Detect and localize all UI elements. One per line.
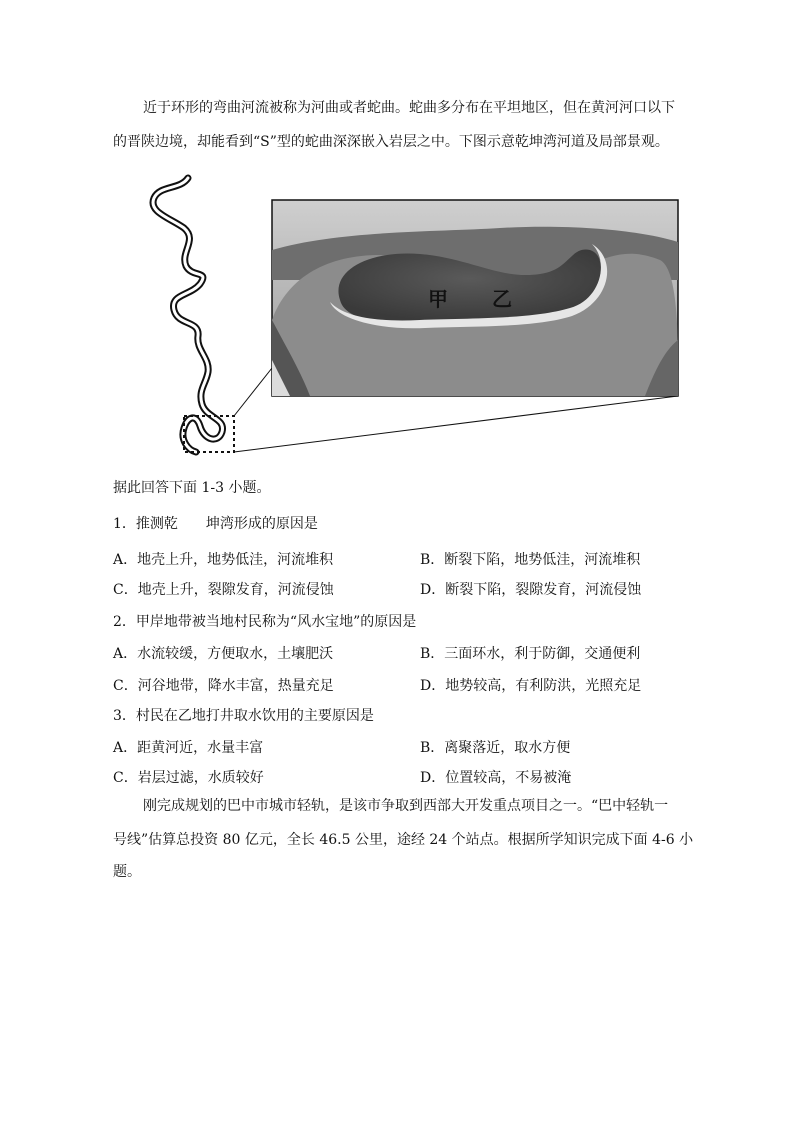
river-course-map (153, 178, 223, 452)
q2-option-a: A．水流较缓，方便取水，土壤肥沃 (113, 646, 334, 662)
q2-option-c: C．河谷地带，降水丰富，热量充足 (113, 678, 334, 694)
landscape-photo (272, 200, 678, 396)
q1-option-c: C．地壳上升，裂隙发育，河流侵蚀 (113, 582, 334, 598)
connector-line-bottom (234, 396, 678, 452)
q1-option-a: A．地壳上升，地势低洼，河流堆积 (113, 552, 334, 568)
question-1-stem: 1．推测乾 坤湾形成的原因是 (113, 516, 318, 532)
intro-line-1: 近于环形的弯曲河流被称为河曲或者蛇曲。蛇曲多分布在平坦地区，但在黄河河口以下 (143, 100, 675, 116)
river-meander-figure (140, 170, 690, 460)
q3-option-d: D．位置较高，不易被淹 (420, 770, 572, 786)
question-lead: 据此回答下面 1-3 小题。 (113, 480, 271, 496)
question-3-stem: 3．村民在乙地打井取水饮用的主要原因是 (113, 708, 374, 724)
q2-option-d: D．地势较高，有利防洪，光照充足 (420, 678, 642, 694)
label-yi: 乙 (492, 287, 512, 311)
q1-option-d: D．断裂下陷，裂隙发育，河流侵蚀 (420, 582, 642, 598)
intro-line-2: 的晋陕边境，却能看到“S”型的蛇曲深深嵌入岩层之中。下图示意乾坤湾河道及局部景观。 (113, 134, 669, 150)
q3-option-c: C．岩层过滤，水质较好 (113, 770, 264, 786)
q3-option-a: A．距黄河近，水量丰富 (113, 740, 264, 756)
q1-option-b: B．断裂下陷，地势低洼，河流堆积 (420, 552, 641, 568)
paragraph-2-line-3: 题。 (113, 864, 141, 880)
connector-line-top (234, 368, 272, 416)
q2-option-b: B．三面环水，利于防御，交通便利 (420, 646, 641, 662)
q3-option-b: B．离聚落近，取水方便 (420, 740, 571, 756)
paragraph-2-line-1: 刚完成规划的巴中市城市轻轨，是该市争取到西部大开发重点项目之一。“巴中轻轨一 (143, 798, 669, 814)
paragraph-2-line-2: 号线”估算总投资 80 亿元，全长 46.5 公里，途经 24 个站点。根据所学知识完成下面 4-6 小 (113, 832, 694, 848)
label-jia: 甲 (428, 287, 448, 311)
question-2-stem: 2．甲岸地带被当地村民称为“风水宝地”的原因是 (113, 614, 417, 630)
